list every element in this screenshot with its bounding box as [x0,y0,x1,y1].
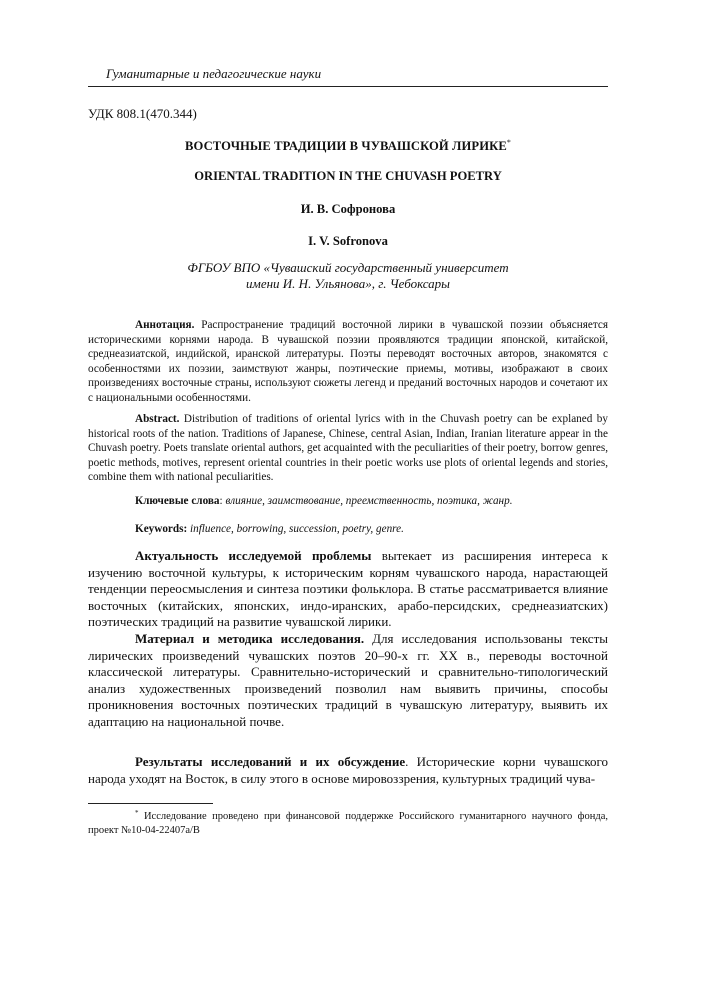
title-english: ORIENTAL TRADITION IN THE CHUVASH POETRY [194,169,502,183]
paragraph-relevance [88,548,608,631]
footnote-rule [88,803,213,804]
affiliation [88,260,608,292]
abstract-english-text: Distribution of traditions of oriental lyrics with in the Chuvash poetry can be explaned by historical roots of the nation. Traditions of Japanese, Chinese, central Asian, Indian, Iranian literature appear in the Chuvash poetry. Poets translate oriental authors, get acquainted with the peculiarities of their poetry, borrow genres, poetic methods, motives, represent oriental countries in their poetic works use plots of oriental legends and stories, combine them with national peculiarities. [88,413,608,484]
footnote-text: Исследование проведено при финансовой поддержке Российского гуманитарного научного фонда, проект №10-04-22407а/В [88,811,608,836]
materials-heading: Материал и методика исследования. [135,630,365,646]
keywords-russian-label: Ключевые слова [135,495,220,507]
title-russian-text: ВОСТОЧНЫЕ ТРАДИЦИИ В ЧУВАШСКОЙ ЛИРИКЕ [185,139,507,153]
relevance-text: вытекает из расширения интереса к изучению восточной культуры, к историческим корням чувашского народа, нарастающей тенденции переосмысления и синтеза поэтики фольклора. В статье рассматривается влияние восточных (китайских, японских, индо-иранских, арабо-персидских, среднеазиатских) поэтических традиций на развитие чувашской лирики. [88,548,608,630]
running-head: Гуманитарные и педагогические науки [106,66,322,81]
footnote-mark: * [135,809,139,817]
title-russian [88,138,608,154]
results-text: . Исторические корни чувашского народа уходят на Восток, в силу этого в основе мировоззрения, культурных традиций чува- [88,754,608,786]
relevance-heading: Актуальность исследуемой проблемы [135,548,372,563]
body-section-1 [88,548,608,731]
abstract-russian-text: Распространение традиций восточной лирики в чувашской поэзии объясняется историческими корнями народа. В чувашской поэзии проявляются традиции японской, китайской, среднеазиатской, индийской, иранской литературы. Поэты переводят восточных авторов, знакомятся с особенностями их поэзии, заимствуют жанры, поэтические приемы, мотивы, изображают в своих произведениях восточные страны, используют сюжеты легенд и преданий восточных народов и сочетают их с национальными особенностями. [88,319,608,404]
abstract-russian-label: Аннотация. [135,319,195,331]
materials-text: Для исследования использованы тексты лирических произведений чувашских поэтов 20–90-х гг. XX в., переводы восточной классической литературы. Сравнительно-исторический и сравнительно-типологический анализ художественных произведений позволил нам выявить причины, способы проникновения восточных поэтических традиций в чувашскую литературу, выявить их адаптацию на национальной почве. [88,630,608,729]
udc-code: УДК 808.1(470.344) [88,106,197,121]
affiliation-line-2: имени И. Н. Ульянова», г. Чебоксары [246,276,450,291]
keywords-english [88,522,608,537]
keywords-english-text: influence, borrowing, succession, poetry, genre. [187,523,404,535]
author-russian: И. В. Софронова [300,202,396,216]
keywords-russian-separator: : [219,495,226,507]
keywords-english-label: Keywords: [135,523,188,535]
abstract-english-label: Abstract. [135,413,180,425]
footnote [88,807,608,837]
title-footnote-mark: * [506,138,511,147]
body-section-2 [88,754,608,787]
results-heading: Результаты исследований и их обсуждение [135,754,406,769]
author-english: I. V. Sofronova [308,234,388,248]
paragraph-materials [88,631,608,731]
abstract-russian [88,318,608,406]
header-rule [88,86,608,87]
affiliation-line-1: ФГБОУ ВПО «Чувашский государственный университет [187,260,509,275]
keywords-russian [88,494,608,509]
abstract-english [88,412,608,485]
paragraph-results [88,754,608,787]
keywords-russian-text: влияние, заимствование, преемственность, поэтика, жанр. [225,495,513,507]
